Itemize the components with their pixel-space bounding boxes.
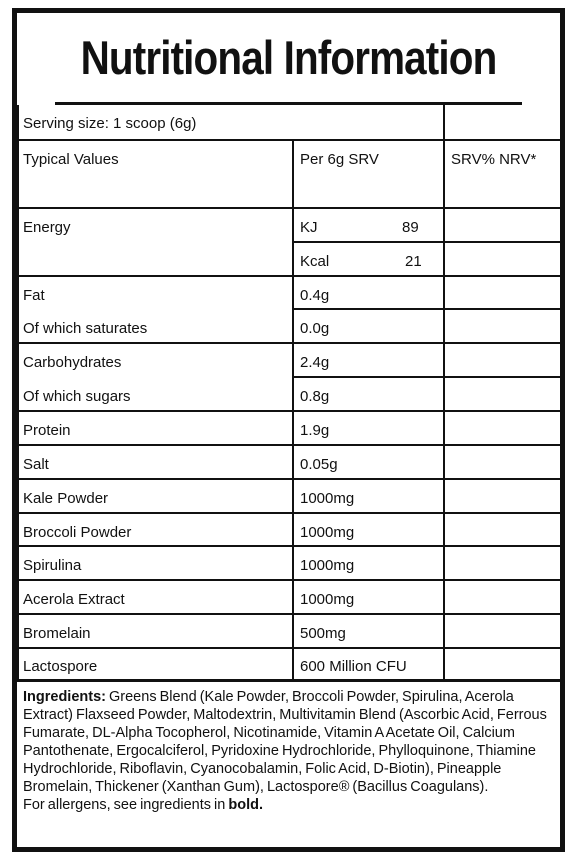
- divider: [17, 613, 560, 615]
- row-value: 0.4g: [300, 287, 330, 304]
- divider: [17, 478, 560, 480]
- row-value: 0.0g: [300, 320, 330, 337]
- row-value: 1000mg: [300, 557, 355, 574]
- header-nrv: SRV% NRV*: [451, 151, 537, 168]
- divider: [17, 342, 560, 344]
- row-label: Carbohydrates: [23, 354, 122, 371]
- row-label: Spirulina: [23, 557, 82, 574]
- header-typical-values: Typical Values: [23, 151, 119, 168]
- row-label: Fat: [23, 287, 45, 304]
- divider: [17, 207, 560, 209]
- row-value: 0.8g: [300, 388, 330, 405]
- row-label: Broccoli Powder: [23, 524, 132, 541]
- row-value: 600 Million CFU: [300, 658, 407, 675]
- row-value: 1000mg: [300, 490, 355, 507]
- row-label: Protein: [23, 422, 71, 439]
- energy-kcal-value: 21: [405, 253, 422, 270]
- divider: [292, 376, 560, 378]
- divider: [443, 105, 445, 681]
- divider: [17, 444, 560, 446]
- divider: [17, 410, 560, 412]
- divider: [17, 679, 560, 682]
- row-value: 500mg: [300, 625, 346, 642]
- ingredients-text: Greens Blend (Kale Powder, Broccoli Powder, Spirulina, Acerola Extract) Flaxseed Powder, Maltodextrin, Multivitamin Blend (Ascorbic Acid, Ferrous Fumarate, DL-Alpha Tocopherol, Nicotinamide, Vitamin A Acetate Oil, Calcium Pantothenate, Ergocalciferol, Pyridoxine Hydrochloride, Phylloquinone, Thiamine Hydrochloride, Riboflavin, Cyanocobalamin, Folic Acid, D-Biotin), Pineapple Bromelain, Thickener (Xanthan Gum), Lactospore® (Bacillus Coagulans).: [23, 689, 547, 795]
- energy-kj-unit: KJ: [300, 219, 318, 236]
- row-label: Salt: [23, 456, 49, 473]
- header-per-serving: Per 6g SRV: [300, 151, 379, 168]
- divider: [17, 579, 560, 581]
- row-value: 1000mg: [300, 524, 355, 541]
- divider: [292, 308, 560, 310]
- energy-kj-value: 89: [402, 219, 419, 236]
- allergen-note: For allergens, see ingredients in: [23, 797, 226, 813]
- row-label: Kale Powder: [23, 490, 109, 507]
- divider: [17, 647, 560, 649]
- energy-label: Energy: [23, 219, 71, 236]
- divider: [17, 275, 560, 277]
- divider: [292, 241, 560, 243]
- row-value: 1.9g: [300, 422, 330, 439]
- serving-size: Serving size: 1 scoop (6g): [23, 115, 197, 132]
- row-label: Acerola Extract: [23, 591, 125, 608]
- row-label: Of which sugars: [23, 388, 131, 405]
- nutrition-panel: [12, 8, 565, 852]
- divider: [17, 545, 560, 547]
- row-value: 2.4g: [300, 354, 330, 371]
- row-label: Of which saturates: [23, 320, 148, 337]
- energy-kcal-unit: Kcal: [300, 253, 330, 270]
- panel-title: Nutritional Information: [55, 13, 522, 105]
- divider: [17, 139, 560, 141]
- row-label: Bromelain: [23, 625, 91, 642]
- allergen-bold: bold.: [228, 797, 264, 813]
- ingredients-block: [23, 688, 553, 814]
- ingredients-heading: Ingredients:: [23, 689, 106, 705]
- row-value: 1000mg: [300, 591, 355, 608]
- divider: [17, 512, 560, 514]
- row-label: Lactospore: [23, 658, 98, 675]
- row-value: 0.05g: [300, 456, 338, 473]
